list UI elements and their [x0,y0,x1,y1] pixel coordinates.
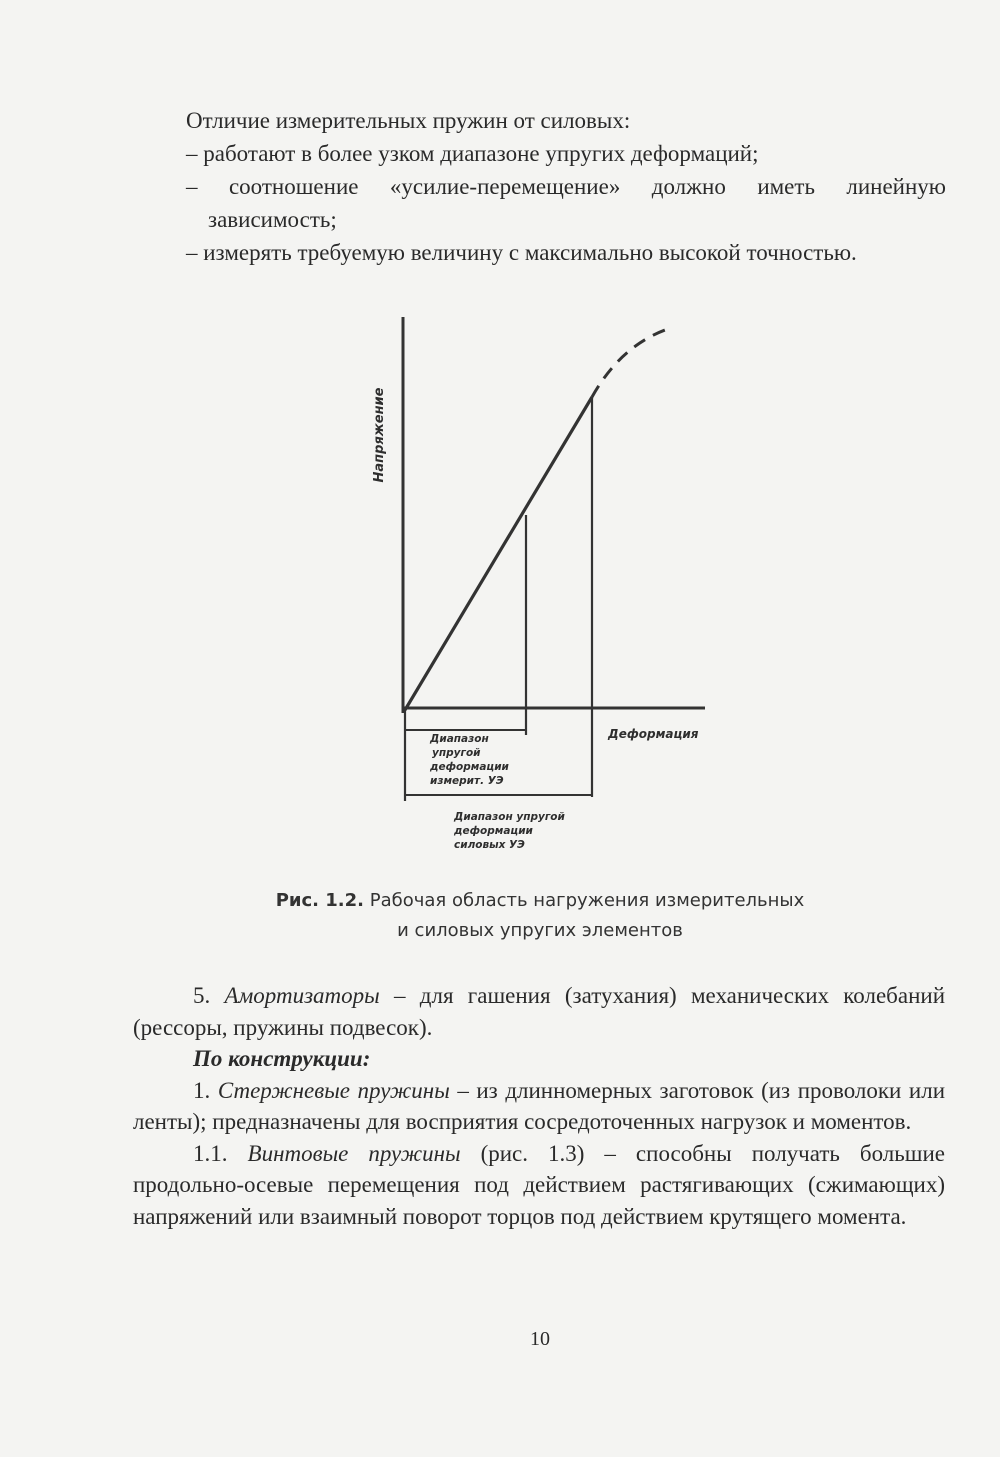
power-range-label-1: Диапазон упругой [454,811,565,823]
caption-prefix: Рис. 1.2. [275,890,364,911]
measuring-range-label-1: Диапазон [430,733,489,745]
nonlinear-dashed-curve [592,330,665,397]
measuring-range-label-3: деформации [430,761,509,773]
paragraph-text: – из длинномерных заготовок (из проволоки или ленты); предназначены для восприятия сосредоточенных нагрузок и моментов. [133,1077,946,1134]
caption-text-2: и силовых упругих элементов [397,920,683,941]
paragraph-coil-springs [133,1138,945,1233]
section-heading: По конструкции: [193,1046,371,1071]
paragraph-number: 1. [193,1077,218,1103]
paragraph-text: (рис. 1.3) – способны получать большие продольно-осевые перемещения под действием растягивающих (сжимающих) напряжений или взаимный поворот торцов под действием крутящего момента. [133,1140,945,1229]
x-axis-label: Деформация [608,727,699,741]
intro-title: Отличие измерительных пружин от силовых: [186,108,631,133]
intro-item-3: – измерять требуемую величину с максимально высокой точностью. [186,240,857,265]
page-number: 10 [530,1328,550,1350]
term-rod-springs: Стержневые пружины [217,1077,450,1103]
power-range-label-3: силовых УЭ [454,839,525,851]
power-range-label-2: деформации [454,825,533,837]
term-coil-springs: Винтовые пружины [247,1140,461,1166]
y-axis-label: Напряжение [372,387,387,483]
body-section [133,980,945,1232]
figure-caption [140,886,940,946]
term-dampers: Амортизаторы [224,983,380,1008]
linear-loading-line [405,397,592,710]
stress-strain-figure [350,305,730,865]
paragraph-number: 5. [193,983,225,1008]
figure-diagram [350,305,730,865]
measuring-range-label-2: упругой [432,747,481,759]
paragraph-dampers [133,980,945,1043]
intro-item-2: – соотношение «усилие-перемещение» должно иметь линейную зависимость; [186,174,946,232]
caption-line-1 [140,886,940,916]
intro-section [186,104,946,269]
paragraph-rod-springs [133,1075,945,1138]
measuring-range-label-4: измерит. УЭ [430,775,504,787]
intro-item-1: – работают в более узком диапазоне упругих деформаций; [186,141,759,166]
caption-text-1: Рабочая область нагружения измерительных [369,890,805,911]
paragraph-number: 1.1. [193,1140,248,1166]
paragraph-text: – для гашения (затухания) механических колебаний (рессоры, пружины подвесок). [133,983,945,1040]
